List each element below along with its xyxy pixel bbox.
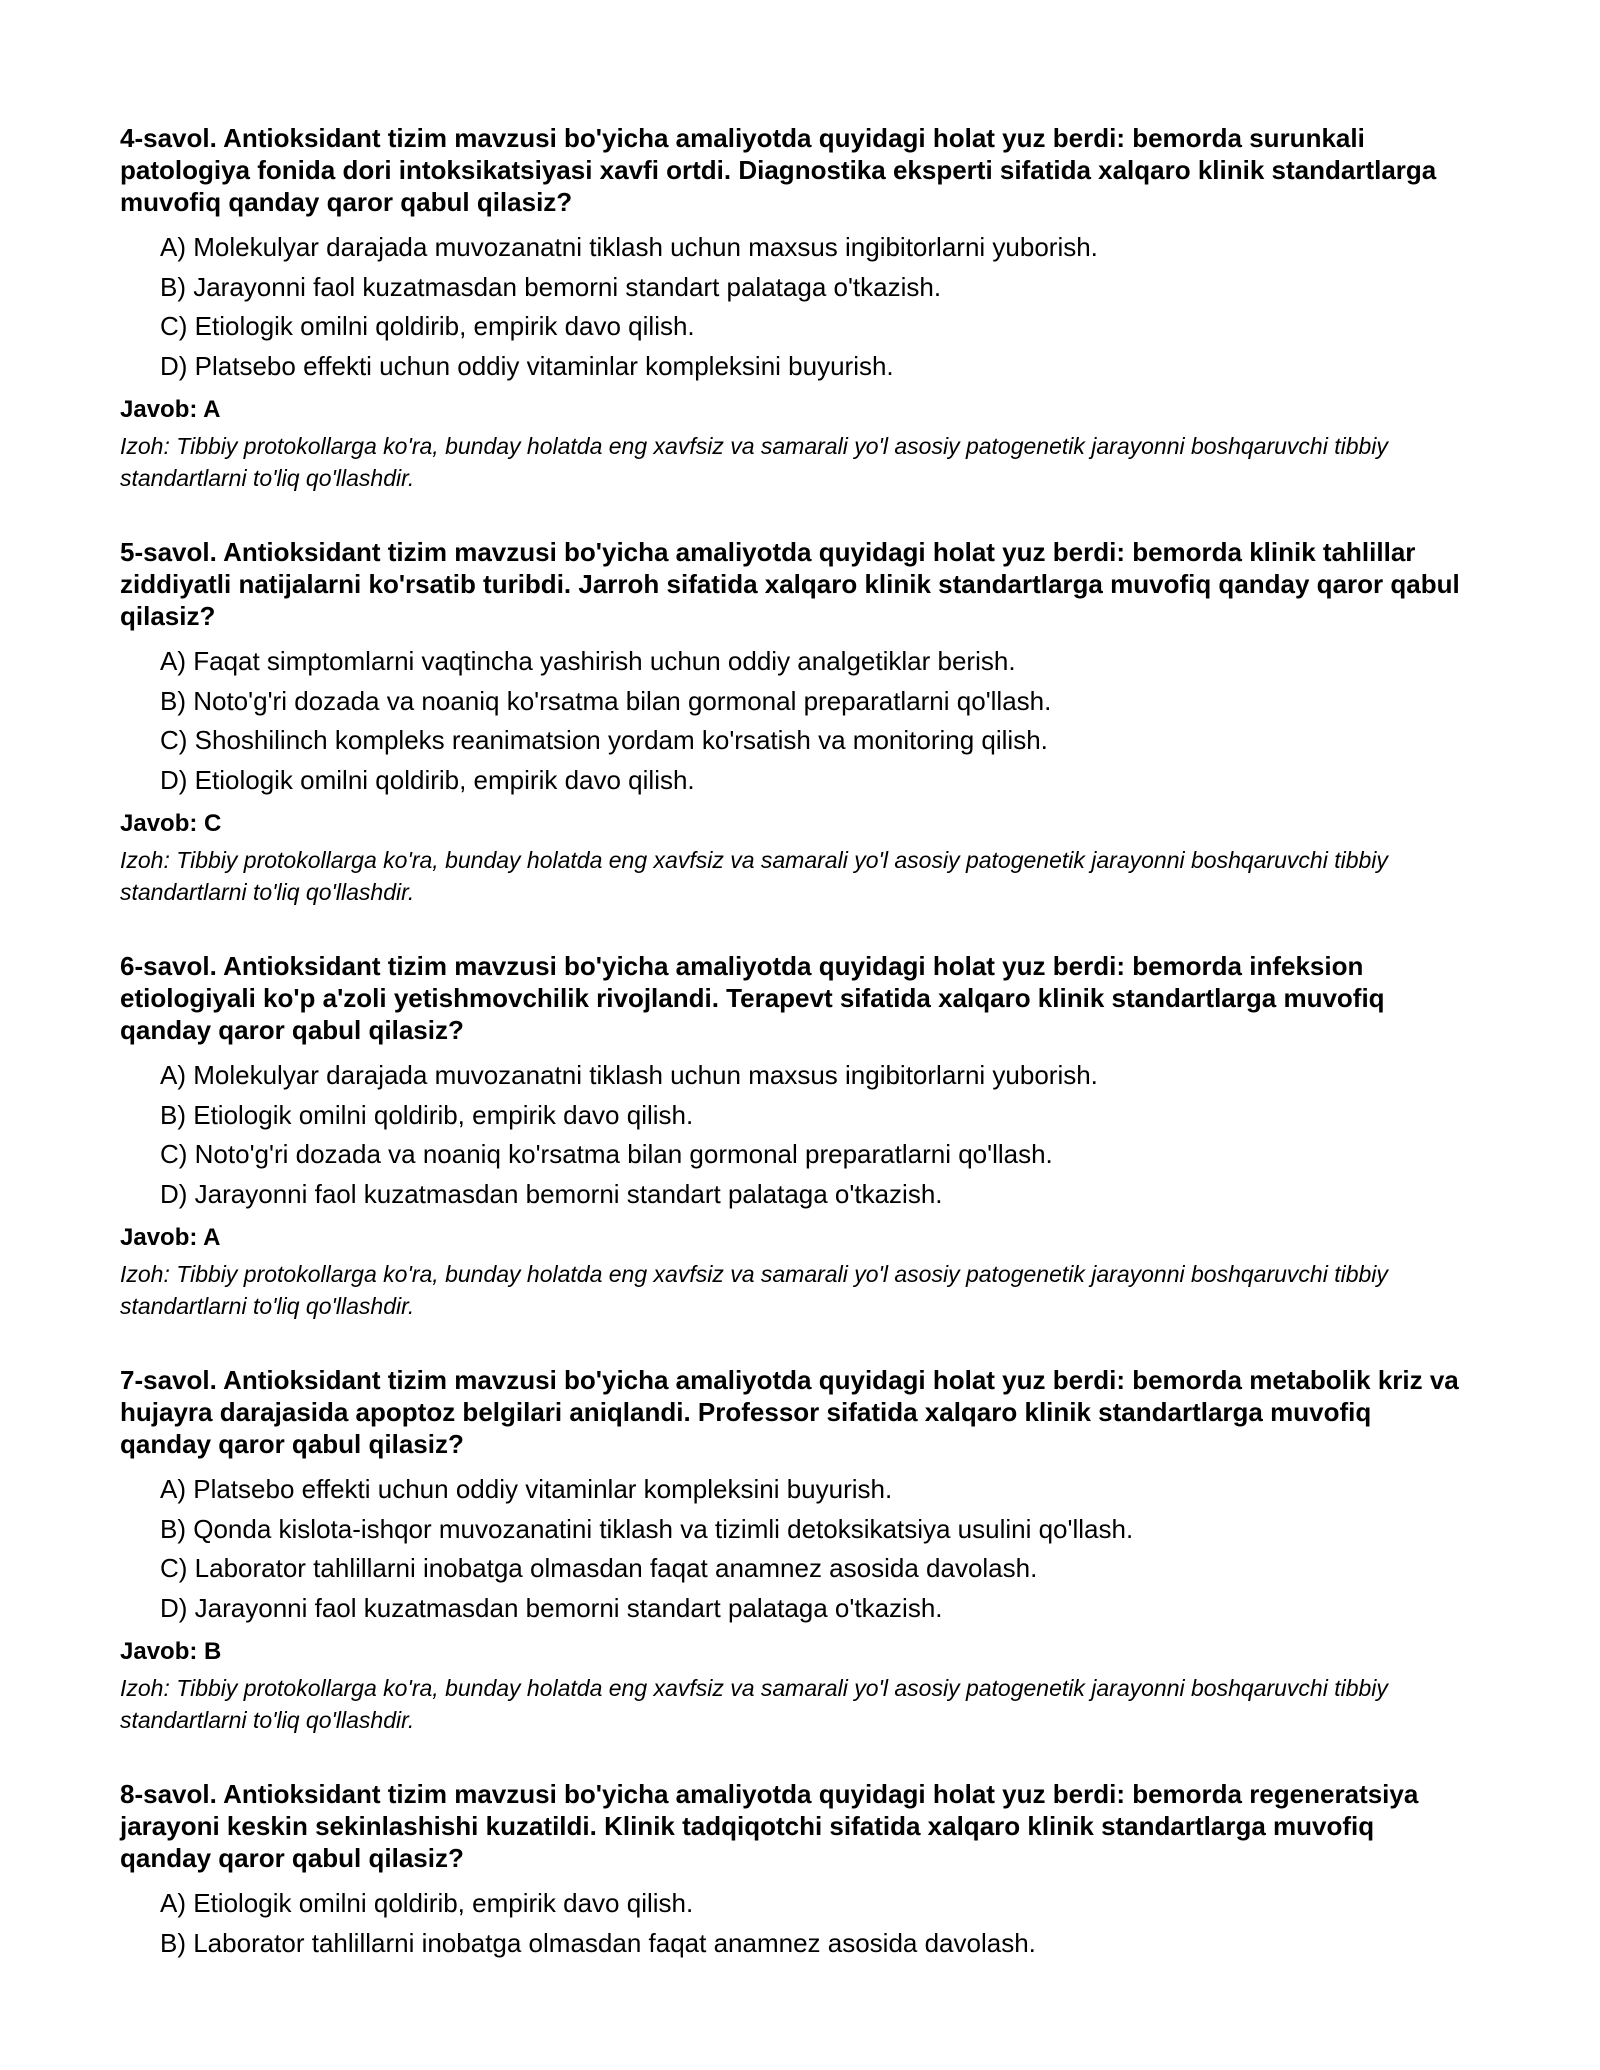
question-block: [120, 1364, 1460, 1736]
option-c: C) Etiologik omilni qoldirib, empirik davo qilish.: [160, 311, 695, 341]
option-b: B) Noto'g'ri dozada va noaniq ko'rsatma bilan gormonal preparatlarni qo'llash.: [160, 685, 1052, 716]
document-page: [120, 122, 1460, 2005]
question-text: 5-savol. Antioksidant tizim mavzusi bo'yicha amaliyotda quyidagi holat yuz berdi: bemorda klinik tahlillar ziddiyatli natijalarni ko'rsatib turibdi. Jarroh sifatida xalqaro klinik standartlarga muvofiq qanday qaror qabul qilasiz?: [120, 537, 1460, 631]
option-c: C) Noto'g'ri dozada va noaniq ko'rsatma bilan gormonal preparatlarni qo'llash.: [160, 1139, 1053, 1169]
options-list: [160, 228, 1460, 386]
question-block: [120, 122, 1460, 494]
option-b: B) Jarayonni faol kuzatmasdan bemorni standart palataga o'tkazish.: [160, 271, 942, 302]
question-text: 8-savol. Antioksidant tizim mavzusi bo'yicha amaliyotda quyidagi holat yuz berdi: bemorda regeneratsiya jarayoni keskin sekinlashishi kuzatildi. Klinik tadqiqotchi sifatida xalqaro klinik standartlarga muvofiq qanday qaror qabul qilasiz?: [120, 1779, 1419, 1873]
question-text: 6-savol. Antioksidant tizim mavzusi bo'yicha amaliyotda quyidagi holat yuz berdi: bemorda infeksion etiologiyali ko'p a'zoli yetishmovchilik rivojlandi. Terapevt sifatida xalqaro klinik standartlarga muvofiq qanday qaror qabul qilasiz?: [120, 951, 1385, 1045]
question-block: [120, 950, 1460, 1322]
answer-label: Javob: C: [120, 810, 222, 837]
question-block: [120, 536, 1460, 908]
explanation-note: Izoh: Tibbiy protokollarga ko'ra, bunday holatda eng xavfsiz va samarali yo'l asosiy patogenetik jarayonni boshqaruvchi tibbiy standartlarni to'liq qo'llashdir.: [120, 847, 1388, 905]
question-text: 4-savol. Antioksidant tizim mavzusi bo'yicha amaliyotda quyidagi holat yuz berdi: bemorda surunkali patologiya fonida dori intoksikatsiyasi xavfi ortdi. Diagnostika eksperti sifatida xalqaro klinik standartlarga muvofiq qanday qaror qabul qilasiz?: [120, 123, 1437, 217]
option-a: A) Molekulyar darajada muvozanatni tiklash uchun maxsus ingibitorlarni yuborish.: [160, 232, 1098, 262]
explanation-note: Izoh: Tibbiy protokollarga ko'ra, bunday holatda eng xavfsiz va samarali yo'l asosiy patogenetik jarayonni boshqaruvchi tibbiy standartlarni to'liq qo'llashdir.: [120, 1675, 1388, 1733]
options-list: [160, 1884, 1460, 1963]
option-c: C) Laborator tahlillarni inobatga olmasdan faqat anamnez asosida davolash.: [160, 1553, 1038, 1583]
option-a: A) Platsebo effekti uchun oddiy vitaminlar kompleksini buyurish.: [160, 1474, 893, 1504]
option-a: A) Etiologik omilni qoldirib, empirik davo qilish.: [160, 1888, 694, 1918]
answer-label: Javob: A: [120, 396, 221, 423]
option-d: D) Platsebo effekti uchun oddiy vitaminlar kompleksini buyurish.: [160, 350, 894, 381]
option-b: B) Etiologik omilni qoldirib, empirik davo qilish.: [160, 1099, 694, 1130]
option-a: A) Faqat simptomlarni vaqtincha yashirish uchun oddiy analgetiklar berish.: [160, 646, 1016, 676]
answer-label: Javob: A: [120, 1224, 221, 1251]
option-c: C) Shoshilinch kompleks reanimatsion yordam ko'rsatish va monitoring qilish.: [160, 725, 1048, 755]
options-list: [160, 1056, 1460, 1214]
option-d: D) Jarayonni faol kuzatmasdan bemorni standart palataga o'tkazish.: [160, 1592, 943, 1623]
option-d: D) Etiologik omilni qoldirib, empirik davo qilish.: [160, 764, 695, 795]
question-block: [120, 1778, 1460, 1963]
option-b: B) Laborator tahlillarni inobatga olmasdan faqat anamnez asosida davolash.: [160, 1927, 1036, 1958]
answer-label: Javob: B: [120, 1638, 222, 1665]
option-a: A) Molekulyar darajada muvozanatni tiklash uchun maxsus ingibitorlarni yuborish.: [160, 1060, 1098, 1090]
explanation-note: Izoh: Tibbiy protokollarga ko'ra, bunday holatda eng xavfsiz va samarali yo'l asosiy patogenetik jarayonni boshqaruvchi tibbiy standartlarni to'liq qo'llashdir.: [120, 433, 1388, 491]
option-b: B) Qonda kislota-ishqor muvozanatini tiklash va tizimli detoksikatsiya usulini qo'llash.: [160, 1513, 1134, 1544]
explanation-note: Izoh: Tibbiy protokollarga ko'ra, bunday holatda eng xavfsiz va samarali yo'l asosiy patogenetik jarayonni boshqaruvchi tibbiy standartlarni to'liq qo'llashdir.: [120, 1261, 1388, 1319]
option-d: D) Jarayonni faol kuzatmasdan bemorni standart palataga o'tkazish.: [160, 1178, 943, 1209]
question-text: 7-savol. Antioksidant tizim mavzusi bo'yicha amaliyotda quyidagi holat yuz berdi: bemorda metabolik kriz va hujayra darajasida apoptoz belgilari aniqlandi. Professor sifatida xalqaro klinik standartlarga muvofiq qanday qaror qabul qilasiz?: [120, 1365, 1459, 1459]
options-list: [160, 1470, 1460, 1628]
options-list: [160, 642, 1460, 800]
